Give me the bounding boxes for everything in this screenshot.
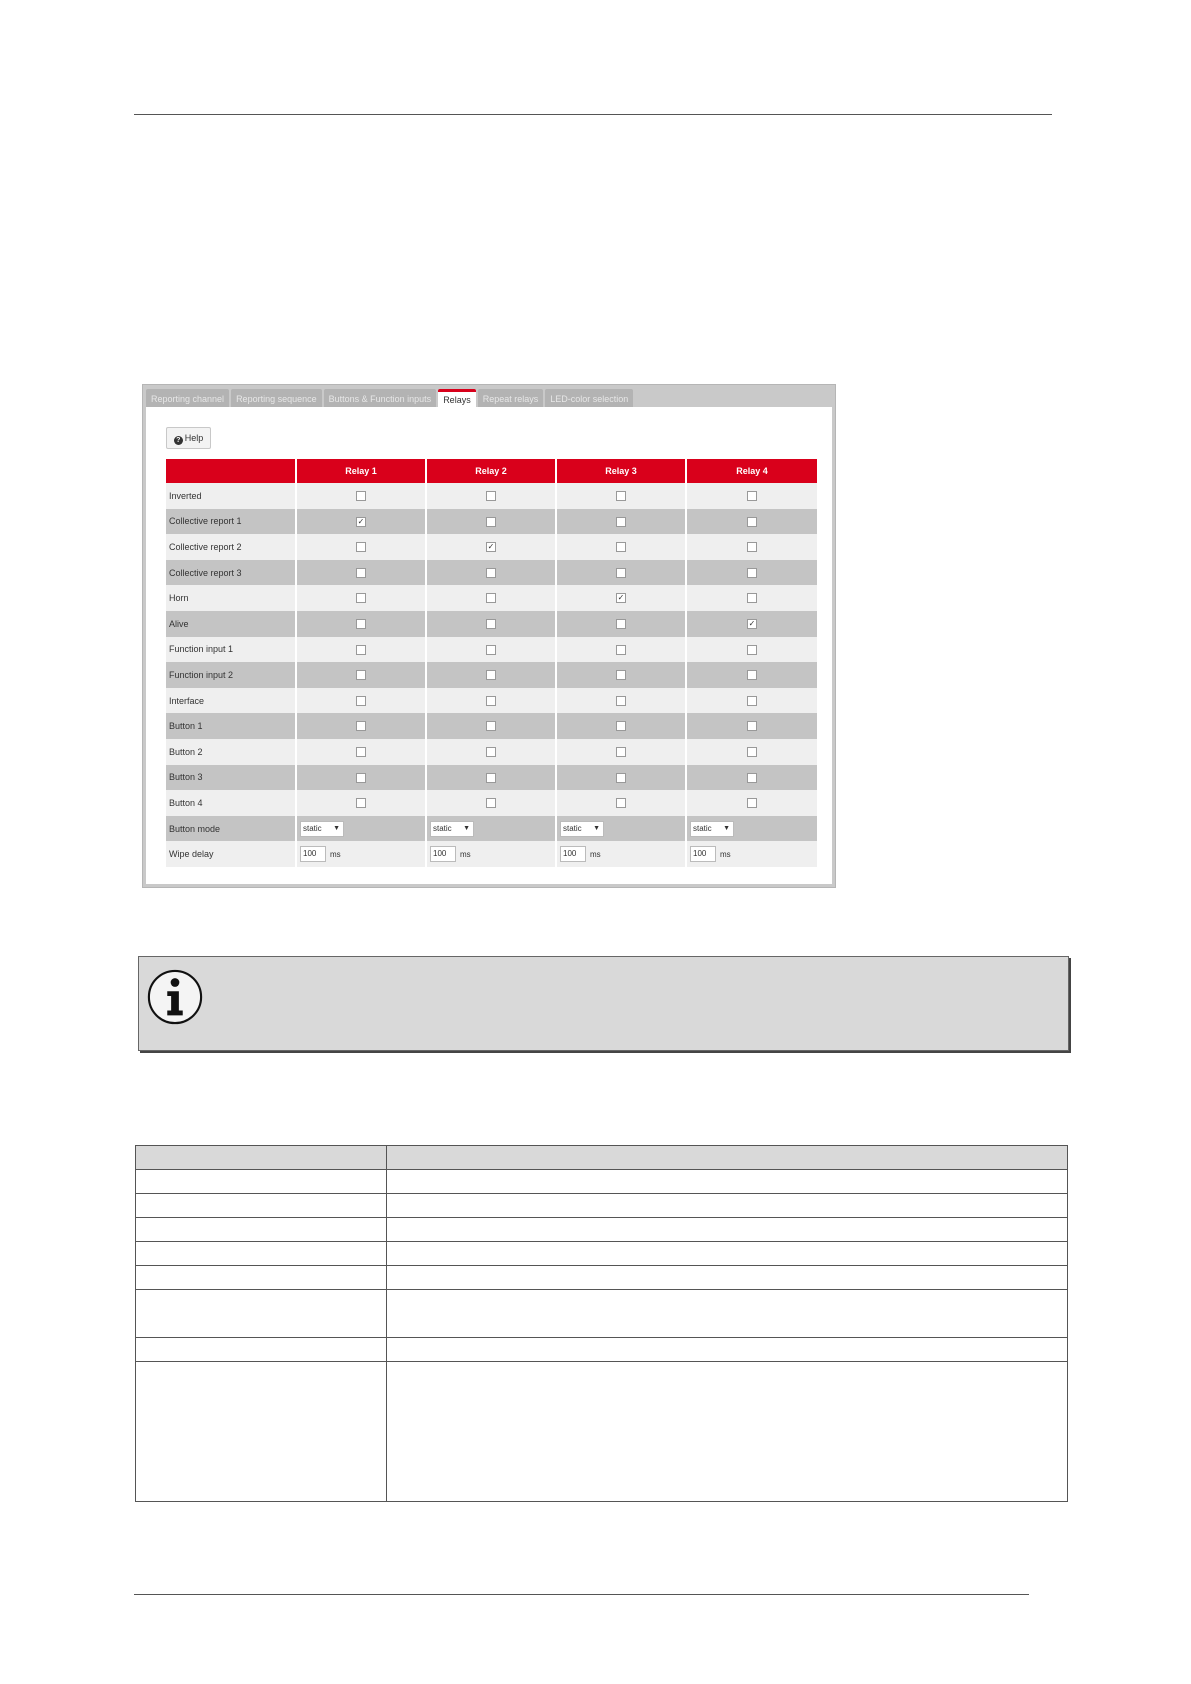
relay-checkbox[interactable] (486, 773, 496, 783)
column-header-relay-1: Relay 1 (297, 459, 427, 483)
checkbox-cell (557, 765, 687, 791)
relay-checkbox[interactable]: ✓ (748, 619, 756, 629)
checkbox-cell (297, 790, 427, 816)
checkbox-cell (427, 765, 557, 791)
relays-panel (146, 407, 832, 884)
select-value: static (303, 823, 322, 833)
row-label: Button 1 (166, 713, 297, 739)
relay-checkbox[interactable]: ✓ (357, 516, 365, 526)
select-value: static (433, 823, 452, 833)
row-label: Function input 2 (166, 662, 297, 688)
checkbox-cell (687, 509, 817, 535)
checkbox-cell (427, 790, 557, 816)
relay-checkbox[interactable] (486, 517, 496, 527)
row-label: Interface (166, 688, 297, 714)
relay-row (166, 585, 817, 611)
row-label: Function input 1 (166, 637, 297, 663)
relay-checkbox[interactable] (486, 721, 496, 731)
description-row (136, 1290, 1068, 1338)
row-label: Button 2 (166, 739, 297, 765)
checkbox-cell (687, 611, 817, 637)
caret-down-icon: ▼ (723, 824, 730, 832)
tab-reporting-sequence[interactable]: Reporting sequence (231, 389, 322, 407)
relay-checkbox[interactable]: ✓ (617, 593, 625, 603)
row-label: Wipe delay (166, 841, 297, 867)
row-label: Collective report 3 (166, 560, 297, 586)
checkbox-cell (297, 534, 427, 560)
checkbox-cell (427, 739, 557, 765)
checkbox-cell (297, 483, 427, 509)
row-label: Alive (166, 611, 297, 637)
description-cell-term (136, 1266, 387, 1290)
checkbox-cell (557, 509, 687, 535)
relay-row (166, 739, 817, 765)
relay-checkbox[interactable] (486, 798, 496, 808)
checkbox-cell (557, 637, 687, 663)
wipe-delay-input[interactable]: 100 (300, 846, 326, 862)
tab-bar (146, 389, 635, 407)
relay-row (166, 560, 817, 586)
description-cell-text (387, 1266, 1068, 1290)
caret-down-icon: ▼ (463, 824, 470, 832)
wipe-delay-cell (297, 841, 427, 867)
relays-header-row (166, 459, 817, 483)
checkbox-cell (427, 483, 557, 509)
relay-checkbox[interactable] (356, 721, 366, 731)
button-mode-select[interactable] (430, 821, 474, 837)
description-cell-term (136, 1242, 387, 1266)
relay-checkbox[interactable] (616, 696, 626, 706)
wipe-delay-input[interactable]: 100 (560, 846, 586, 862)
button-mode-row (166, 816, 817, 842)
checkbox-cell (687, 560, 817, 586)
checkbox-cell (297, 765, 427, 791)
relay-checkbox[interactable] (356, 568, 366, 578)
relay-checkbox[interactable] (616, 721, 626, 731)
checkbox-cell (297, 739, 427, 765)
relay-checkbox[interactable] (356, 696, 366, 706)
row-label: Button mode (166, 816, 297, 842)
tab-buttons-function-inputs[interactable]: Buttons & Function inputs (324, 389, 437, 407)
relays-table (166, 459, 817, 867)
tab-relays[interactable]: Relays (438, 389, 476, 408)
checkbox-cell (557, 688, 687, 714)
checkbox-cell (557, 483, 687, 509)
relay-checkbox[interactable] (486, 645, 496, 655)
relay-checkbox[interactable] (356, 798, 366, 808)
checkbox-cell (687, 790, 817, 816)
relay-checkbox[interactable] (616, 747, 626, 757)
relay-checkbox[interactable] (747, 491, 757, 501)
checkbox-cell (427, 611, 557, 637)
checkbox-cell (557, 560, 687, 586)
relay-checkbox[interactable] (356, 773, 366, 783)
description-cell-text (387, 1338, 1068, 1362)
button-mode-cell (557, 816, 687, 842)
relay-checkbox[interactable] (616, 773, 626, 783)
corner-header-cell (166, 459, 297, 483)
relay-checkbox[interactable] (747, 645, 757, 655)
relay-checkbox[interactable] (747, 721, 757, 731)
tab-reporting-channel[interactable]: Reporting channel (146, 389, 229, 407)
description-cell-term (136, 1170, 387, 1194)
relay-row (166, 790, 817, 816)
checkbox-cell (687, 483, 817, 509)
description-row (136, 1218, 1068, 1242)
checkbox-cell (687, 662, 817, 688)
description-cell-text (387, 1290, 1068, 1338)
relay-checkbox[interactable] (486, 593, 496, 603)
checkbox-cell (557, 534, 687, 560)
relay-checkbox[interactable] (747, 773, 757, 783)
wipe-delay-cell (557, 841, 687, 867)
wipe-delay-cell (687, 841, 817, 867)
checkbox-cell (687, 688, 817, 714)
relay-checkbox[interactable] (616, 619, 626, 629)
question-circle-icon: ? (174, 436, 183, 445)
wipe-delay-input[interactable]: 100 (430, 846, 456, 862)
unit-label: ms (460, 849, 471, 859)
relay-checkbox[interactable] (747, 542, 757, 552)
checkbox-cell (297, 611, 427, 637)
relay-row (166, 637, 817, 663)
description-cell-term (136, 1194, 387, 1218)
checkbox-cell (557, 713, 687, 739)
relay-checkbox[interactable] (486, 670, 496, 680)
wipe-delay-input[interactable]: 100 (690, 846, 716, 862)
checkbox-cell (427, 662, 557, 688)
relay-checkbox[interactable] (747, 696, 757, 706)
relay-checkbox[interactable] (616, 798, 626, 808)
checkbox-cell (427, 560, 557, 586)
relay-checkbox[interactable] (747, 798, 757, 808)
relay-checkbox[interactable] (616, 645, 626, 655)
checkbox-cell (687, 739, 817, 765)
relay-checkbox[interactable] (747, 593, 757, 603)
description-cell-term (136, 1338, 387, 1362)
checkbox-cell (557, 790, 687, 816)
relays-settings-screenshot (142, 384, 836, 888)
relay-checkbox[interactable] (747, 747, 757, 757)
checkbox-cell (297, 509, 427, 535)
caret-down-icon: ▼ (333, 824, 340, 832)
button-mode-cell (427, 816, 557, 842)
relay-row (166, 713, 817, 739)
button-mode-cell (687, 816, 817, 842)
checkbox-cell (427, 509, 557, 535)
select-value: static (563, 823, 582, 833)
checkbox-cell (297, 585, 427, 611)
description-row (136, 1170, 1068, 1194)
relay-row (166, 662, 817, 688)
column-header-relay-3: Relay 3 (557, 459, 687, 483)
checkbox-cell (687, 637, 817, 663)
description-cell-term (136, 1218, 387, 1242)
row-label: Horn (166, 585, 297, 611)
row-label: Inverted (166, 483, 297, 509)
description-row (136, 1266, 1068, 1290)
description-header-row (136, 1146, 1068, 1170)
help-button[interactable] (166, 427, 211, 449)
checkbox-cell (557, 585, 687, 611)
checkbox-cell (687, 713, 817, 739)
info-icon (146, 968, 204, 1026)
button-mode-select[interactable] (300, 821, 344, 837)
relay-checkbox[interactable] (486, 619, 496, 629)
checkbox-cell (557, 662, 687, 688)
column-header-relay-2: Relay 2 (427, 459, 557, 483)
button-mode-select[interactable] (690, 821, 734, 837)
checkbox-cell (687, 765, 817, 791)
description-cell-text (387, 1170, 1068, 1194)
wipe-delay-cell (427, 841, 557, 867)
checkbox-cell (297, 713, 427, 739)
column-header-relay-4: Relay 4 (687, 459, 817, 483)
row-label: Collective report 2 (166, 534, 297, 560)
caret-down-icon: ▼ (593, 824, 600, 832)
button-mode-cell (297, 816, 427, 842)
header-rule (134, 114, 1052, 115)
wipe-delay-row (166, 841, 817, 867)
description-table (135, 1145, 1068, 1502)
checkbox-cell (427, 585, 557, 611)
relay-checkbox[interactable] (486, 568, 496, 578)
row-label: Collective report 1 (166, 509, 297, 535)
select-value: static (693, 823, 712, 833)
relay-checkbox[interactable] (356, 619, 366, 629)
checkbox-cell (427, 713, 557, 739)
relay-row (166, 765, 817, 791)
description-row (136, 1362, 1068, 1502)
relay-checkbox[interactable]: ✓ (487, 542, 495, 552)
description-cell-term (136, 1146, 387, 1170)
relay-row (166, 611, 817, 637)
tab-led-color-selection[interactable]: LED-color selection (545, 389, 633, 407)
relay-checkbox[interactable] (486, 491, 496, 501)
relay-checkbox[interactable] (616, 670, 626, 680)
unit-label: ms (720, 849, 731, 859)
checkbox-cell (557, 611, 687, 637)
relay-checkbox[interactable] (356, 542, 366, 552)
description-cell-text (387, 1218, 1068, 1242)
relay-checkbox[interactable] (747, 517, 757, 527)
button-mode-select[interactable] (560, 821, 604, 837)
description-row (136, 1338, 1068, 1362)
relay-checkbox[interactable] (356, 645, 366, 655)
relay-row (166, 534, 817, 560)
relay-checkbox[interactable] (356, 593, 366, 603)
description-cell-term (136, 1290, 387, 1338)
description-cell-term (136, 1362, 387, 1502)
description-cell-text (387, 1362, 1068, 1502)
description-cell-text (387, 1242, 1068, 1266)
relay-checkbox[interactable] (356, 491, 366, 501)
relay-checkbox[interactable] (747, 670, 757, 680)
unit-label: ms (590, 849, 601, 859)
relay-checkbox[interactable] (616, 491, 626, 501)
tab-repeat-relays[interactable]: Repeat relays (478, 389, 544, 407)
relay-row (166, 483, 817, 509)
checkbox-cell (297, 688, 427, 714)
checkbox-cell (297, 662, 427, 688)
checkbox-cell (557, 739, 687, 765)
unit-label: ms (330, 849, 341, 859)
relay-checkbox[interactable] (747, 568, 757, 578)
info-box (138, 956, 1069, 1051)
relay-checkbox[interactable] (356, 747, 366, 757)
checkbox-cell (687, 534, 817, 560)
checkbox-cell (297, 560, 427, 586)
row-label: Button 4 (166, 790, 297, 816)
help-label: Help (184, 433, 204, 443)
checkbox-cell (687, 585, 817, 611)
row-label: Button 3 (166, 765, 297, 791)
checkbox-cell (297, 637, 427, 663)
relay-row (166, 509, 817, 535)
description-row (136, 1194, 1068, 1218)
relay-checkbox[interactable] (616, 517, 626, 527)
checkbox-cell (427, 534, 557, 560)
description-row (136, 1242, 1068, 1266)
description-cell-text (387, 1146, 1068, 1170)
relay-checkbox[interactable] (616, 568, 626, 578)
checkbox-cell (427, 637, 557, 663)
relay-checkbox[interactable] (616, 542, 626, 552)
relay-checkbox[interactable] (486, 696, 496, 706)
footer-rule (134, 1594, 1029, 1595)
checkbox-cell (427, 688, 557, 714)
relay-checkbox[interactable] (486, 747, 496, 757)
description-cell-text (387, 1194, 1068, 1218)
relay-row (166, 688, 817, 714)
relay-checkbox[interactable] (356, 670, 366, 680)
